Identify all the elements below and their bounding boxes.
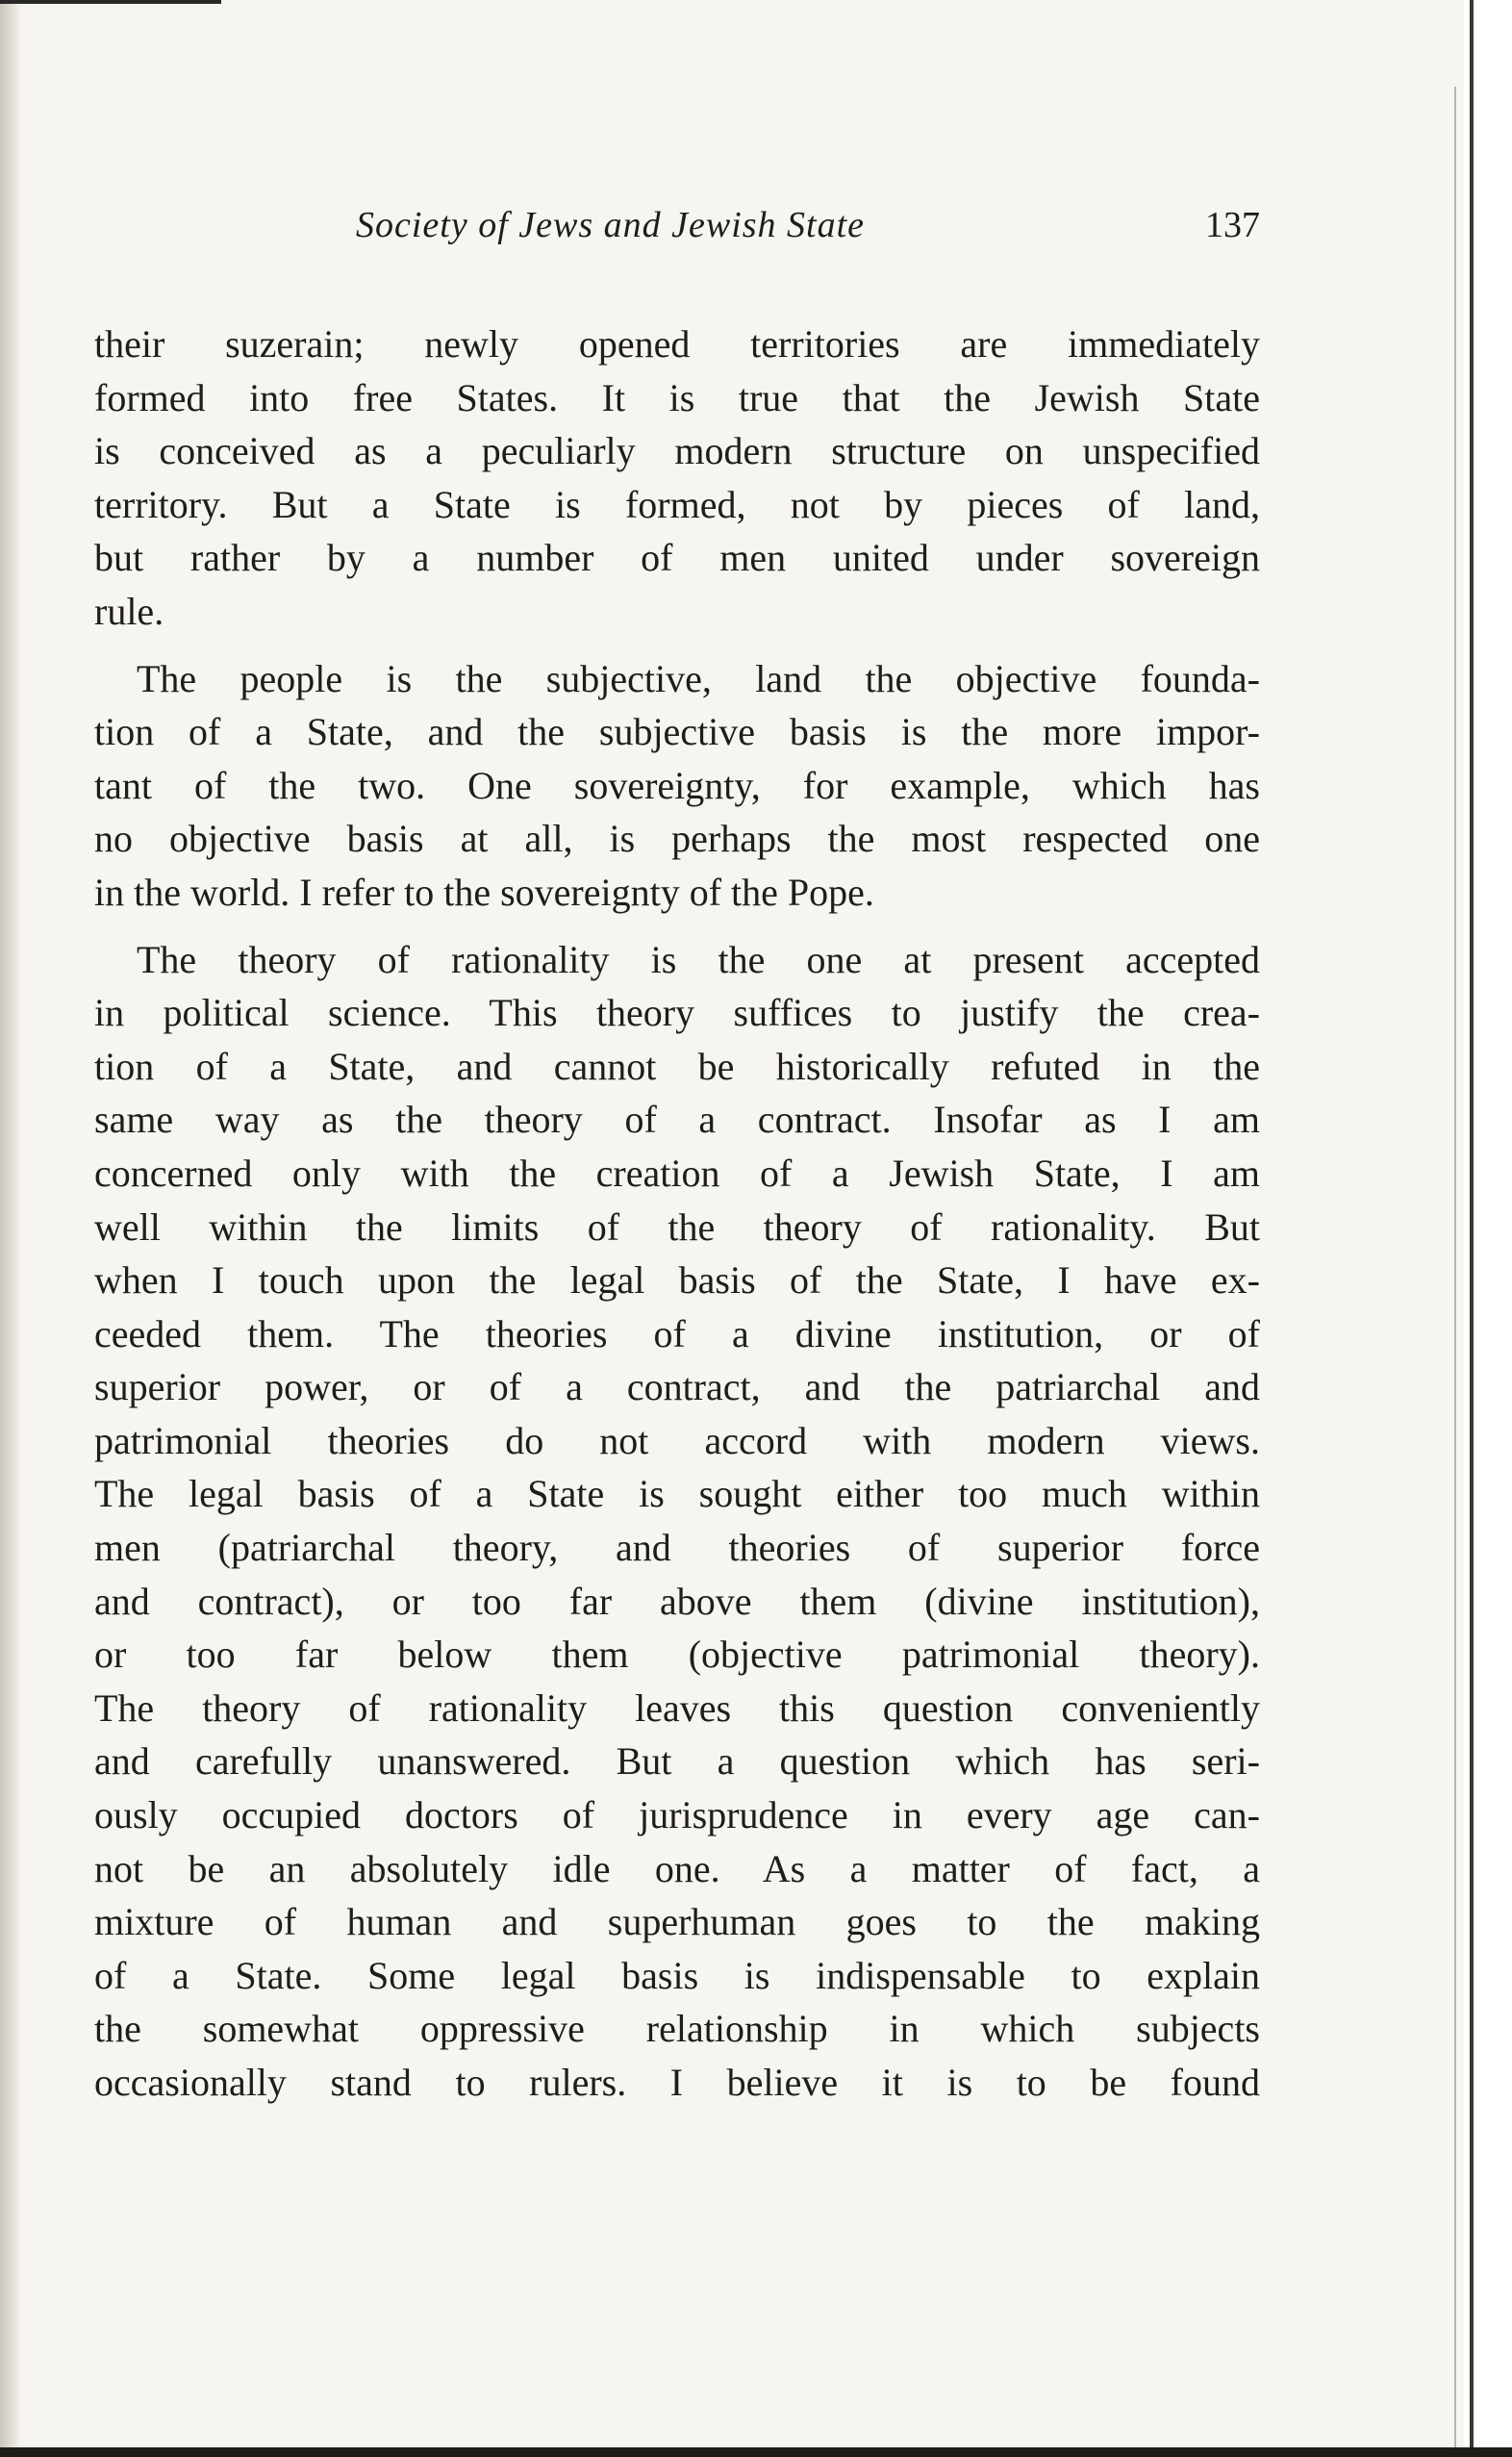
text-line: The legal basis of a State is sought either too much within bbox=[94, 1472, 1260, 1516]
text-line: of a State. Some legal basis is indispensable to explain bbox=[94, 1953, 1260, 1997]
text-line: and carefully unanswered. But a question which has seri- bbox=[94, 1739, 1260, 1784]
text-line: the somewhat oppressive relationship in which subjects bbox=[94, 2007, 1260, 2051]
scan-page-edge-shadow bbox=[1454, 87, 1456, 2457]
text-line: same way as the theory of a contract. Insofar as I am bbox=[94, 1098, 1260, 1142]
paragraph-1 bbox=[94, 317, 1260, 639]
text-line: when I touch upon the legal basis of the State, I have ex- bbox=[94, 1258, 1260, 1303]
text-line: patrimonial theories do not accord with modern views. bbox=[94, 1418, 1260, 1462]
text-line: The people is the subjective, land the objective founda- bbox=[137, 656, 1260, 700]
body-text bbox=[94, 317, 1260, 2123]
paragraph-3 bbox=[94, 933, 1260, 2110]
text-line: and contract), or too far above them (divine institution), bbox=[94, 1579, 1260, 1623]
running-head bbox=[96, 204, 1260, 262]
text-line: occasionally stand to rulers. I believe it is to be found bbox=[94, 2061, 1260, 2104]
text-line: men (patriarchal theory, and theories of superior force bbox=[94, 1526, 1260, 1570]
text-line: tion of a State, and the subjective basis is the more impor- bbox=[94, 710, 1260, 754]
text-line: mixture of human and superhuman goes to the making bbox=[94, 1900, 1260, 1944]
text-line: rule. bbox=[94, 589, 164, 633]
scan-top-line bbox=[0, 0, 221, 4]
text-line: in political science. This theory suffices to justify the crea- bbox=[94, 991, 1260, 1035]
text-line: but rather by a number of men united under sovereign bbox=[94, 536, 1260, 580]
text-line: territory. But a State is formed, not by pieces of land, bbox=[94, 482, 1260, 526]
text-line: well within the limits of the theory of rationality. But bbox=[94, 1204, 1260, 1249]
scan-right-rule bbox=[1470, 0, 1474, 2457]
text-line: ously occupied doctors of jurisprudence in every age can- bbox=[94, 1793, 1260, 1837]
text-line: concerned only with the creation of a Jewish State, I am bbox=[94, 1151, 1260, 1195]
text-line: The theory of rationality leaves this question conveniently bbox=[94, 1685, 1260, 1730]
text-line: their suzerain; newly opened territories are immediately bbox=[94, 322, 1260, 366]
text-line: tant of the two. One sovereignty, for example, which has bbox=[94, 763, 1260, 807]
text-line: no objective basis at all, is perhaps the most respected one bbox=[94, 817, 1260, 861]
text-line: ceeded them. The theories of a divine institution, or of bbox=[94, 1311, 1260, 1355]
text-line: tion of a State, and cannot be historically refuted in the bbox=[94, 1044, 1260, 1088]
paragraph-2 bbox=[94, 652, 1260, 920]
text-line: formed into free States. It is true that the Jewish State bbox=[94, 375, 1260, 419]
page-number: 137 bbox=[1205, 205, 1260, 245]
text-line: superior power, or of a contract, and the patriarchal and bbox=[94, 1365, 1260, 1409]
text-line: is conceived as a peculiarly modern structure on unspecified bbox=[94, 429, 1260, 473]
scan-bottom-line bbox=[0, 2447, 1512, 2457]
text-line: in the world. I refer to the sovereignty of the Pope. bbox=[94, 870, 874, 914]
running-title: Society of Jews and Jewish State bbox=[356, 205, 866, 245]
scan-left-edge bbox=[0, 0, 21, 2457]
text-line: or too far below them (objective patrimonial theory). bbox=[94, 1633, 1260, 1677]
text-line: not be an absolutely idle one. As a matter of fact, a bbox=[94, 1846, 1260, 1890]
text-line: The theory of rationality is the one at present accepted bbox=[137, 937, 1260, 981]
